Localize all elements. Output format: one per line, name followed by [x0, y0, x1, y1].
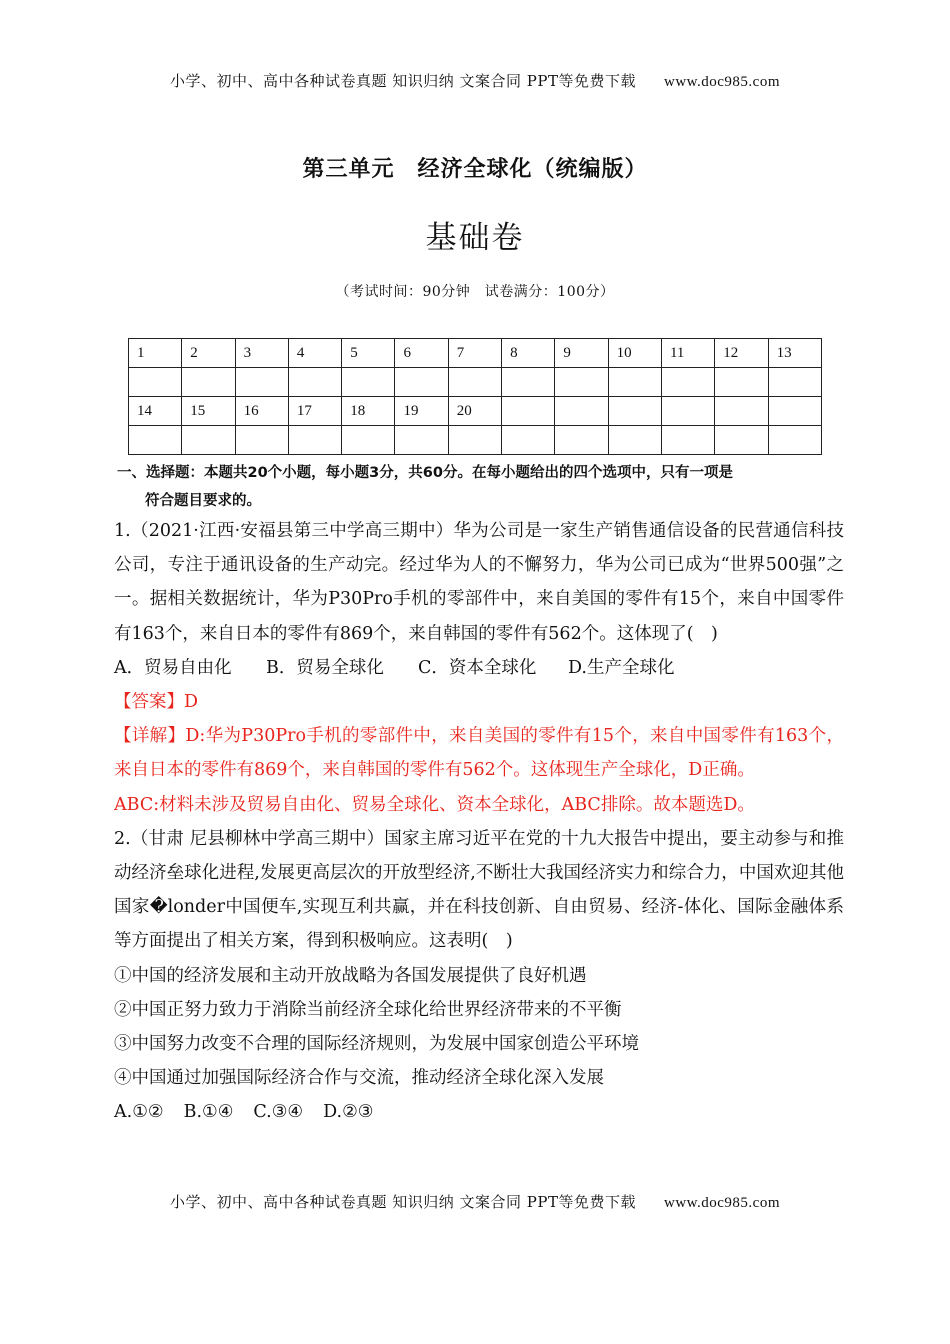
- answer-cell[interactable]: [182, 368, 235, 397]
- detail-text: D:华为P30Pro手机的零部件中，来自美国的零件有15个，来自中国零件有163个，来自日本的零件有869个，来自韩国的零件有562个。这体现生产全球化，D正确。: [114, 726, 844, 781]
- option-a[interactable]: A．贸易自由化: [114, 657, 232, 678]
- header-text: 小学、初中、高中各种试卷真题 知识归纳 文案合同 PPT等免费下载: [169, 72, 636, 90]
- page-header: [0, 70, 950, 91]
- document-subtitle: 基础卷: [425, 220, 525, 256]
- grid-cell: 13: [768, 339, 821, 368]
- answer-cell[interactable]: [342, 368, 395, 397]
- grid-cell: [608, 397, 661, 426]
- grid-cell: 9: [555, 339, 608, 368]
- answer-cell[interactable]: [715, 368, 768, 397]
- grid-cell: [502, 397, 555, 426]
- document-title: 第三单元 经济全球化（统编版）: [302, 157, 648, 182]
- answer-cell[interactable]: [448, 426, 501, 455]
- answer-cell[interactable]: [768, 368, 821, 397]
- grid-cell: [715, 397, 768, 426]
- grid-cell: 17: [288, 397, 341, 426]
- option-c[interactable]: C．资本全球化: [418, 657, 537, 678]
- exam-info: （考试时间：90分钟 试卷满分：100分）: [335, 284, 615, 300]
- answer-cell[interactable]: [129, 368, 182, 397]
- answer-cell[interactable]: [715, 426, 768, 455]
- header-site-link[interactable]: www.doc985.com: [663, 74, 780, 90]
- answer-cell[interactable]: [395, 426, 448, 455]
- answer-grid-blank-row-2: [129, 426, 822, 455]
- page-footer: [0, 1191, 950, 1212]
- grid-cell: 6: [395, 339, 448, 368]
- answer-cell[interactable]: [661, 426, 714, 455]
- grid-cell: 12: [715, 339, 768, 368]
- grid-cell: 8: [502, 339, 555, 368]
- option-d[interactable]: D.②③: [323, 1102, 374, 1123]
- footer-site-link[interactable]: www.doc985.com: [663, 1195, 780, 1211]
- answer-cell[interactable]: [555, 426, 608, 455]
- grid-cell: 2: [182, 339, 235, 368]
- answer-cell[interactable]: [235, 368, 288, 397]
- grid-cell: 15: [182, 397, 235, 426]
- question-1-options: [114, 651, 844, 685]
- question-1-detail-2: ABC:材料未涉及贸易自由化、贸易全球化、资本全球化，ABC排除。故本题选D。: [114, 794, 755, 815]
- answer-grid-header-row-1: [129, 339, 822, 368]
- grid-cell: [768, 397, 821, 426]
- option-b[interactable]: B．贸易全球化: [266, 657, 384, 678]
- grid-cell: 4: [288, 339, 341, 368]
- answer-cell[interactable]: [235, 426, 288, 455]
- option-c[interactable]: C.③④: [253, 1102, 304, 1123]
- answer-grid: [128, 338, 822, 455]
- option-a[interactable]: A.①②: [114, 1102, 164, 1123]
- answer-grid-header-row-2: [129, 397, 822, 426]
- question-1-detail: [114, 719, 844, 787]
- footer-text: 小学、初中、高中各种试卷真题 知识归纳 文案合同 PPT等免费下载: [169, 1193, 636, 1211]
- grid-cell: [661, 397, 714, 426]
- question-2-statement-2: ②中国正努力致力于消除当前经济全球化给世界经济带来的不平衡: [114, 999, 622, 1020]
- grid-cell: 14: [129, 397, 182, 426]
- answer-cell[interactable]: [288, 426, 341, 455]
- answer-cell[interactable]: [288, 368, 341, 397]
- grid-cell: 5: [342, 339, 395, 368]
- answer-cell[interactable]: [448, 368, 501, 397]
- grid-cell: 18: [342, 397, 395, 426]
- grid-cell: 19: [395, 397, 448, 426]
- question-2-statement-3: ③中国努力改变不合理的国际经济规则，为发展中国家创造公平环境: [114, 1034, 639, 1055]
- question-1-stem: 1.（2021·江西·安福县第三中学高三期中）华为公司是一家生产销售通信设备的民营通信科技公司，专注于通讯设备的生产动完。经过华为人的不懈努力，华为公司已成为“世界500强”之一。据相关数据统计，华为P30Pro手机的零部件中，来自美国的零件有15个，来自中国零件有163个，来自日本的零件有869个，来自韩国的零件有562个。这体现了( ): [114, 521, 844, 644]
- grid-cell: 16: [235, 397, 288, 426]
- answer-cell[interactable]: [502, 368, 555, 397]
- section-instructions-line1: 一、选择题：本题共20个小题，每小题3分，共60分。在每小题给出的四个选项中，只有一项是: [117, 465, 733, 481]
- grid-cell: 7: [448, 339, 501, 368]
- answer-cell[interactable]: [608, 426, 661, 455]
- answer-cell[interactable]: [342, 426, 395, 455]
- answer-cell[interactable]: [182, 426, 235, 455]
- section-heading: [117, 459, 837, 515]
- question-2-options: [114, 1095, 844, 1129]
- answer-cell[interactable]: [661, 368, 714, 397]
- answer-cell[interactable]: [129, 426, 182, 455]
- question-2-stem: 2.（甘肃 尼县柳林中学高三期中）国家主席习近平在党的十九大报告中提出，要主动参与和推动经济垒球化进程,发展更高层次的开放型经济,不断壮大我国经济实力和综合力，中国欢迎其他国家�londer中国便车,实现互利共赢，并在科技创新、自由贸易、经济-体化、国际金融体系等方面提出了相关方案，得到积极响应。这表明( ): [114, 828, 844, 952]
- option-b[interactable]: B.①④: [183, 1102, 234, 1123]
- answer-cell[interactable]: [502, 426, 555, 455]
- section-instructions-line2: 符合题目要求的。: [145, 493, 261, 509]
- option-d[interactable]: D.生产全球化: [568, 657, 675, 678]
- question-2-statement-1: ①中国的经济发展和主动开放战略为各国发展提供了良好机遇: [114, 965, 587, 986]
- answer-cell[interactable]: [395, 368, 448, 397]
- grid-cell: 11: [661, 339, 714, 368]
- answer-grid-blank-row-1: [129, 368, 822, 397]
- grid-cell: 3: [235, 339, 288, 368]
- question-2-statement-4: ④中国通过加强国际经济合作与交流，推动经济全球化深入发展: [114, 1068, 604, 1089]
- question-1-answer: 【答案】D: [114, 692, 199, 713]
- answer-cell[interactable]: [555, 368, 608, 397]
- detail-label: 【详解】: [114, 726, 186, 747]
- grid-cell: 20: [448, 397, 501, 426]
- grid-cell: 1: [129, 339, 182, 368]
- answer-cell[interactable]: [768, 426, 821, 455]
- questions-body: [114, 514, 844, 1130]
- answer-cell[interactable]: [608, 368, 661, 397]
- grid-cell: [555, 397, 608, 426]
- grid-cell: 10: [608, 339, 661, 368]
